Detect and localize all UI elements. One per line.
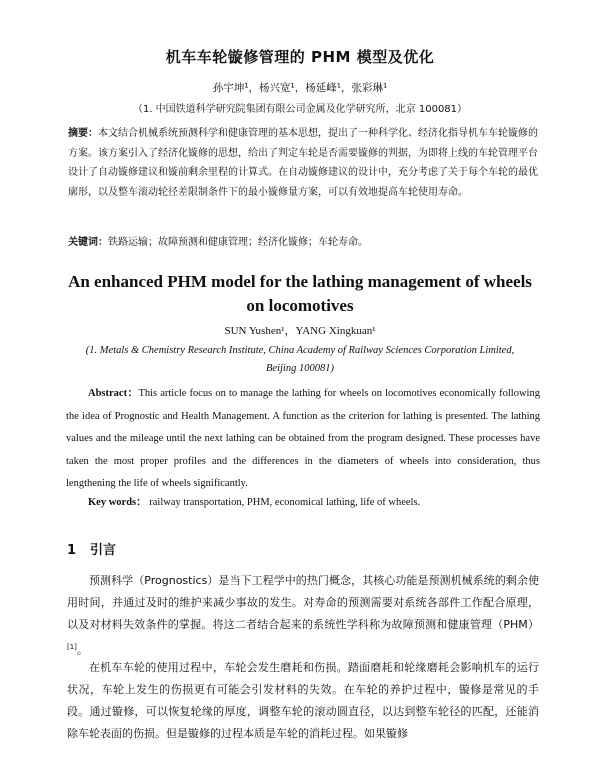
section-title: 引言 [90, 543, 117, 558]
chinese-abstract-text: 本文结合机械系统预测科学和健康管理的基本思想，提出了一种科学化、经济化指导机车车轮镟修的方案。该方案引入了经济化镟修的思想，给出了判定车轮是否需要镟修的判据，为即将上线的车轮管理平台设计了自动镟修建议和镟前剩余里程的计算式。在自动镟修建议的设计中，充分考虑了关于每个车轮的最优廓形，以及整车滚动轮径差限制条件下的最小镟修量方案，可以有效地提高车轮使用寿命。 [68, 128, 538, 198]
english-abstract [66, 383, 540, 496]
chinese-keywords [68, 233, 538, 248]
english-title: An enhanced PHM model for the lathing management of wheels on locomotives [68, 272, 532, 315]
english-keywords-text: railway transportation, PHM, economical lathing, life of wheels. [149, 497, 421, 508]
paragraph-1-text: 预测科学（Prognostics）是当下工程学中的热门概念，其核心功能是预测机械系统的剩余使用时间，并通过及时的维护来减少事故的发生。对寿命的预测需要对系统各部件工作配合原理，以及对材料失效条件的掌握。将这二者结合起来的系统性学科称为故障预测和健康管理（PHM） [67, 574, 539, 631]
english-affiliation: (1. Metals & Chemistry Research Institute, China Academy of Railway Sciences Corporation Limited, Beijing 100081) [85, 345, 515, 374]
body-paragraph-1 [67, 570, 539, 662]
body-paragraph-2: 在机车车轮的使用过程中，车轮会发生磨耗和伤损。踏面磨耗和轮缘磨耗会影响机车的运行状况，车轮上发生的伤损更有可能会引发材料的失效。在车轮的养护过程中，镟修是常见的手段。通过镟修，可以恢复轮缘的厚度，调整车轮的滚动圆直径，以达到整车轮径的匹配，还能消除车轮表面的伤损。但是镟修的过程本质是车轮的消耗过程。如果镟修 [67, 661, 539, 740]
section-heading [67, 539, 116, 558]
chinese-abstract [68, 124, 538, 202]
english-keywords-label: Key words： [88, 497, 147, 508]
chinese-affiliation: （1. 中国铁道科学研究院集团有限公司金属及化学研究所，北京 100081） [132, 104, 468, 115]
paragraph-1-end: 。 [76, 643, 88, 657]
chinese-keywords-text: 铁路运输；故障预测和健康管理；经济化镟修；车轮寿命。 [108, 237, 368, 248]
citation-reference: [1] [67, 643, 77, 651]
chinese-authors: 孙宇坤¹，杨兴宽¹，杨延峰¹，张彩琳¹ [212, 82, 388, 94]
chinese-keywords-label: 关键词： [68, 237, 108, 248]
english-authors: SUN Yushen¹，YANG Xingkuan¹ [224, 325, 376, 337]
english-abstract-text: This article focus on to manage the lathing for wheels on locomotives economically following the idea of Prognostic and Health Management. A function as the criterion for lathing is presented. The lathing values and the mileage until the next lathing can be obtained from the program designed. These processes have taken the most proper profiles and the differences in the diameters of wheels into consideration, thus lengthening the life of wheels significantly. [66, 388, 540, 489]
english-keywords [88, 494, 538, 509]
english-abstract-label: Abstract： [88, 388, 139, 399]
section-number: 1 [67, 543, 77, 558]
chinese-abstract-label: 摘要： [68, 128, 98, 139]
chinese-title: 机车车轮镟修管理的 PHM 模型及优化 [165, 48, 435, 66]
